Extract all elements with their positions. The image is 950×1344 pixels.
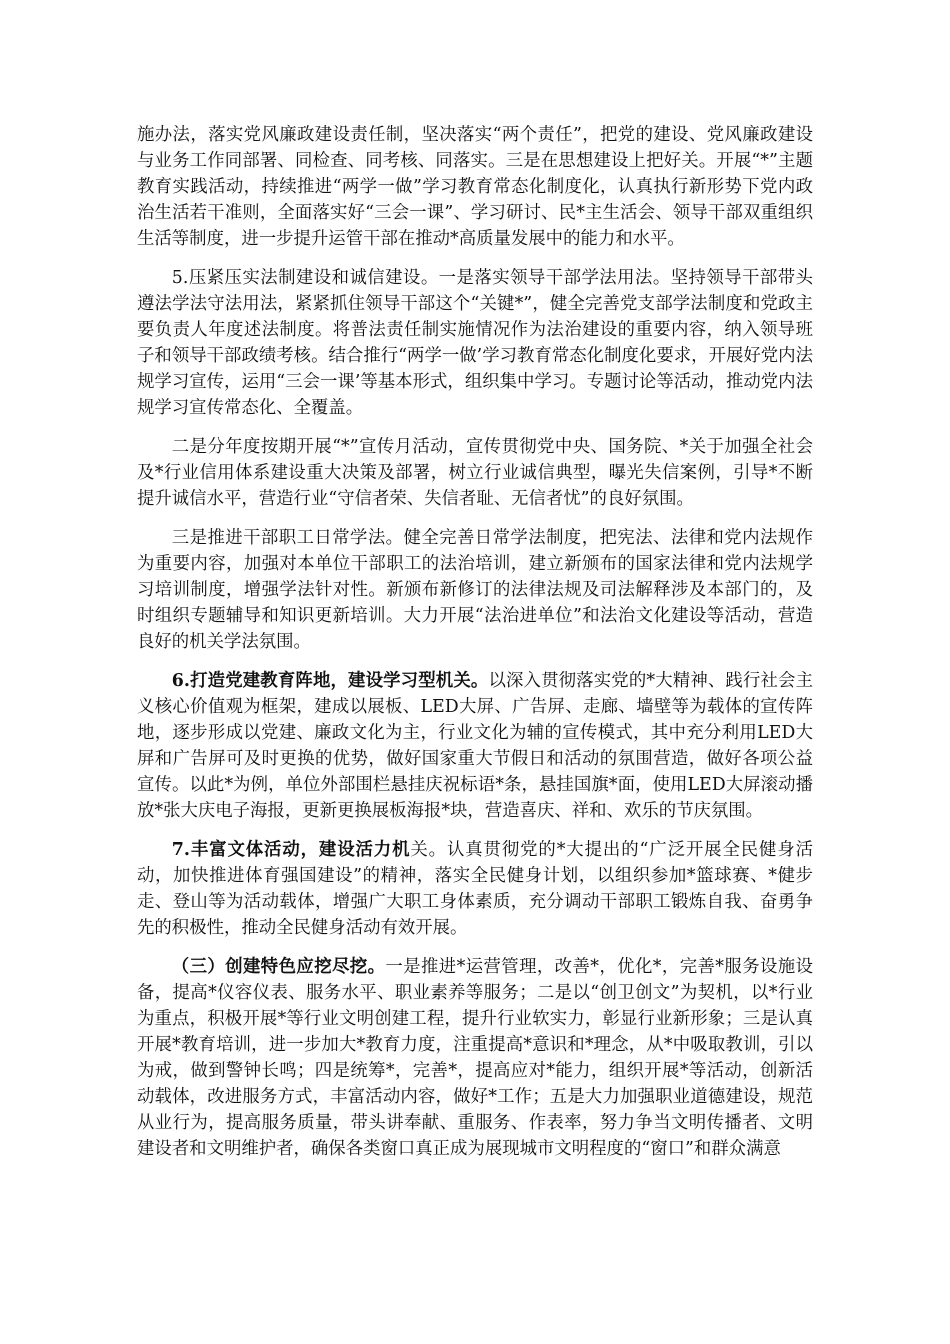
paragraph-2-text: 5.压紧压实法制建设和诚信建设。一是落实领导干部学法用法。坚持领导干部带头遵法学法守法用法，紧紧抓住领导干部这个“关键*”，健全完善党支部学法制度和党政主要负责人年度述法制度。将普法责任制实施情况作为法治建设的重要内容，纳入领导班子和领导干部政绩考核。结合推行“两学一做’学习教育常态化制度化要求，开展好党内法规学习宣传，运用“三会一课’等基本形式，组织集中学习。专题讨论等活动，推动党内法规学习宣传常态化、全覆盖。 [137,268,813,418]
paragraph-6-text: 关。认真贯彻党的*大提出的“广泛开展全民健身活动，加快推进体育强国建设”的精神，落实全民健身计划，以组织参加*篮球赛、*健步走、登山等为活动载体，增强广大职工身体素质，充分调动干部职工锻炼自我、奋勇争先的积极性，推动全民健身活动有效开展。 [137,840,814,938]
paragraph-1 [137,122,813,252]
paragraph-3 [137,434,813,512]
document-body [137,122,813,1162]
paragraph-5-lead: 6.打造党建教育阵地，建设学习型机关。 [171,671,489,691]
paragraph-6 [137,837,813,941]
paragraph-3-text: 二是分年度按期开展“*”宣传月活动，宣传贯彻党中央、国务院、*关于加强全社会及*行业信用体系建设重大决策及部署，树立行业诚信典型，曝光失信案例，引导*不断提升诚信水平，营造行业“守信者荣、失信者耻、无信者忧”的良好氛围。 [137,437,813,509]
paragraph-7-text: 一是推进*运营管理，改善*，优化*，完善*服务设施设备，提高*仪容仪表、服务水平、职业素养等服务；二是以“创卫创文”为契机，以*行业为重点，积极开展*等行业文明创建工程，提升行业软实力，彰显行业新形象；三是认真开展*教育培训，进一步加大*教育力度，注重提高*意识和*理念，从*中吸取教训，引以为戒，做到警钟长鸣；四是统筹*，完善*，提高应对*能力，组织开展*等活动，创新活动载体，改进服务方式，丰富活动内容，做好*工作；五是大力加强职业道德建设，规范从业行为，提高服务质量，带头讲奉献、重服务、作表率，努力争当文明传播者、文明建设者和文明维护者，确保各类窗口真正成为展现城市文明程度的“窗口”和群众满意 [137,957,813,1159]
paragraph-2 [137,265,813,421]
paragraph-4-text: 三是推进干部职工日常学法。健全完善日常学法制度，把宪法、法律和党内法规作为重要内容，加强对本单位干部职工的法治培训，建立新颁布的国家法律和党内法规学习培训制度，增强学法针对性。新颁布新修订的法律法规及司法解释涉及本部门的，及时组织专题辅导和知识更新培训。大力开展“法治进单位”和法治文化建设等活动，营造良好的机关学法氛围。 [137,528,813,652]
paragraph-4 [137,525,813,655]
paragraph-7-lead: （三）创建特色应挖尽挖。 [171,957,386,977]
paragraph-6-lead: 7.丰富文体活动，建设活力机 [171,840,411,860]
paragraph-5 [137,668,813,824]
paragraph-7 [137,954,813,1162]
paragraph-5-text: 以深入贯彻落实党的*大精神、践行社会主义核心价值观为框架，建成以展板、LED大屏、广告屏、走廊、墙壁等为载体的宣传阵地，逐步形成以党建、廉政文化为主，行业文化为辅的宣传模式，其中充分利用LED大屏和广告屏可及时更换的优势，做好国家重大节假日和活动的氛围营造，做好各项公益宣传。以此*为例，单位外部围栏悬挂庆祝标语*条，悬挂国旗*面，使用LED大屏滚动播放*张大庆电子海报，更新更换展板海报*块，营造喜庆、祥和、欢乐的节庆氛围。 [137,671,813,821]
paragraph-1-text: 施办法，落实党风廉政建设责任制，坚决落实“两个责任”，把党的建设、党风廉政建设与业务工作同部署、同检查、同考核、同落实。三是在思想建设上把好关。开展“*”主题教育实践活动，持续推进“两学一做”学习教育常态化制度化，认真执行新形势下党内政治生活若干准则，全面落实好“三会一课”、学习研讨、民*主生活会、领导干部双重组织生活等制度，进一步提升运管干部在推动*高质量发展中的能力和水平。 [137,125,813,249]
